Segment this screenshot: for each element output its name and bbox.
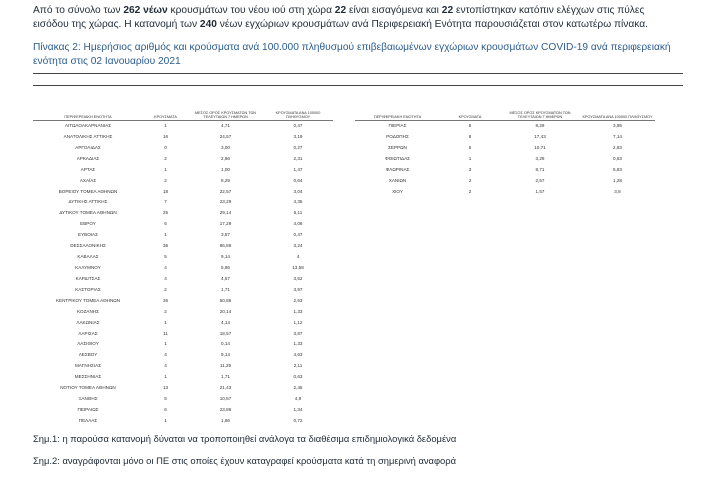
- avg7-cell: 1,71: [221, 374, 230, 380]
- header-cases: ΚΡΟΥΣΜΑΤΑ: [143, 110, 188, 121]
- region-cell: ΡΟΔΟΠΗΣ: [386, 133, 409, 139]
- region-cell: ΠΕΛΛΑΣ: [78, 417, 98, 423]
- table-row: [33, 274, 333, 285]
- table-row: [33, 405, 333, 416]
- per100k-cell: 0,63: [293, 374, 303, 380]
- cases-table-right: [355, 110, 655, 197]
- region-cell: ΦΛΩΡΙΝΑΣ: [385, 166, 410, 172]
- cases-cell: 16: [162, 133, 169, 139]
- avg7-cell: 10,57: [219, 396, 232, 402]
- per100k-cell: 2,31: [293, 155, 303, 161]
- avg7-cell: 24,57: [219, 133, 232, 139]
- table-row: [355, 154, 655, 165]
- table-row: [33, 383, 333, 394]
- header-avg7: ΜΕΣΟΣ ΟΡΟΣ ΚΡΟΥΣΜΑΤΩΝ ΤΩΝ ΤΕΛΕΥΤΑΙΩΝ 7 ΗΜΕΡΩΝ: [188, 110, 263, 121]
- intro-text: είναι εισαγόμενα και: [346, 5, 442, 16]
- table-row: [33, 143, 333, 154]
- avg7-cell: 21,43: [219, 385, 232, 391]
- avg7-cell: 3,29: [535, 155, 545, 161]
- per100k-cell: 4,63: [293, 352, 303, 358]
- avg7-cell: 86,86: [219, 243, 232, 249]
- region-cell: ΛΑΚΩΝΙΑΣ: [76, 319, 100, 325]
- region-cell: ΚΕΝΤΡΙΚΟΥ ΤΟΜΕΑ ΑΘΗΝΩΝ: [55, 297, 121, 303]
- table-row: [33, 187, 333, 198]
- per100k-cell: 2,45: [293, 385, 303, 391]
- per100k-cell: 7,14: [613, 133, 622, 139]
- cases-cell: 5: [468, 144, 472, 150]
- region-cell: ΝΟΤΙΟΥ ΤΟΜΕΑ ΑΘΗΝΩΝ: [60, 385, 116, 391]
- per100k-cell: 3,24: [293, 243, 303, 249]
- intro-text: εντοπίστηκαν κατόπιν ελέγχων στις πύλες εισόδου της χώρας. Η κατανομή των: [33, 5, 645, 30]
- border-count: 22: [441, 5, 454, 16]
- avg7-cell: 4,71: [221, 123, 230, 128]
- per100k-cell: 3,95: [613, 123, 622, 128]
- cases-cell: 4: [164, 352, 167, 358]
- region-cell: ΦΘΙΩΤΙΔΑΣ: [384, 155, 410, 161]
- avg7-cell: 8,29: [535, 123, 545, 128]
- region-cell: ΕΒΡΟΥ: [80, 221, 96, 227]
- intro-text: Από το σύνολο των: [33, 5, 124, 16]
- cases-cell: 1: [164, 232, 167, 238]
- per100k-cell: 3,52: [293, 275, 303, 281]
- table-header-row: [355, 110, 655, 121]
- table-row: [33, 339, 333, 350]
- table-row: [355, 187, 655, 198]
- cases-cell: 5: [468, 123, 472, 128]
- avg7-cell: 50,86: [219, 297, 232, 303]
- cases-cell: 36: [162, 243, 169, 249]
- region-cell: ΕΥΒΟΙΑΣ: [78, 232, 98, 238]
- table-row: [33, 208, 333, 219]
- cases-cell: 6: [164, 406, 167, 412]
- cases-table-left: [33, 110, 333, 427]
- per100k-cell: 1,33: [293, 308, 303, 314]
- imported-count: 22: [334, 5, 347, 16]
- cases-cell: 2: [468, 177, 472, 183]
- avg7-cell: 3,00: [221, 144, 230, 150]
- per100k-cell: 5,11: [293, 210, 303, 216]
- avg7-cell: 17,43: [534, 133, 546, 139]
- cases-cell: 25: [162, 210, 169, 216]
- region-cell: ΘΕΣΣΑΛΟΝΙΚΗΣ: [70, 243, 106, 249]
- per100k-cell: 1,33: [293, 341, 303, 347]
- region-cell: ΧΑΝΙΩΝ: [388, 177, 407, 183]
- header-avg7: ΜΕΣΟΣ ΟΡΟΣ ΚΡΟΥΣΜΑΤΩΝ ΤΩΝ ΤΕΛΕΥΤΑΙΩΝ 7 ΗΜΕΡΩΝ: [500, 110, 580, 121]
- avg7-cell: 5,86: [221, 264, 230, 270]
- table-caption: Πίνακας 2: Ημερήσιος αριθμός και κρούσματα ανά 100.000 πληθυσμού επιβεβαιωμένων εγχώριων κρουσμάτων COVID-19 ανά περιφερειακή ενότητα στις 02 Ιανουαρίου 2021: [33, 42, 671, 67]
- per100k-cell: 3,8: [614, 188, 621, 194]
- table-header-row: [33, 110, 333, 121]
- per100k-cell: 4,9: [294, 396, 302, 402]
- table-row: [33, 197, 333, 208]
- intro-paragraph: [33, 4, 678, 32]
- cases-cell: 1: [164, 374, 167, 380]
- cases-cell: 1: [468, 155, 472, 161]
- cases-cell: 2: [468, 188, 472, 194]
- per100k-cell: 4: [296, 254, 300, 260]
- cases-cell: 5: [164, 254, 167, 260]
- cases-cell: 26: [162, 297, 169, 303]
- avg7-cell: 8,71: [535, 166, 545, 172]
- region-cell: ΛΕΣΒΟΥ: [78, 352, 98, 358]
- region-cell: ΜΕΣΣΗΝΙΑΣ: [74, 374, 102, 380]
- per100k-cell: 3,04: [293, 188, 303, 194]
- per100k-cell: 0,47: [293, 232, 303, 238]
- table-row: [33, 394, 333, 405]
- header-cases: ΚΡΟΥΣΜΑΤΑ: [440, 110, 500, 121]
- table-row: [33, 263, 333, 274]
- avg7-cell: 9,14: [221, 352, 230, 358]
- region-cell: ΚΟΖΑΝΗΣ: [77, 308, 99, 314]
- region-cell: ΚΑΣΤΟΡΙΑΣ: [75, 286, 101, 292]
- cases-cell: 1: [164, 417, 167, 423]
- cases-cell: 7: [164, 199, 167, 205]
- avg7-cell: 11,29: [219, 363, 232, 369]
- table-row: [355, 121, 655, 132]
- table-row: [33, 154, 333, 165]
- cases-cell: 1: [164, 166, 167, 172]
- per100k-cell: 0,47: [293, 123, 303, 128]
- divider: [33, 85, 683, 86]
- new-cases-count: 262 νέων: [123, 5, 168, 16]
- region-cell: ΑΝΑΤΟΛΙΚΗΣ ΑΤΤΙΚΗΣ: [63, 133, 113, 139]
- table-row: [33, 165, 333, 176]
- table-row: [33, 285, 333, 296]
- cases-cell: 6: [164, 221, 167, 227]
- cases-cell: 8: [468, 133, 472, 139]
- region-cell: ΑΡΓΟΛΙΔΑΣ: [75, 144, 101, 150]
- cases-cell: 13: [162, 385, 169, 391]
- per100k-cell: 4,06: [293, 221, 303, 227]
- cases-cell: 1: [164, 341, 167, 347]
- region-cell: ΒΟΡΕΙΟΥ ΤΟΜΕΑ ΑΘΗΝΩΝ: [58, 188, 118, 194]
- cases-cell: 3: [468, 166, 472, 172]
- per100k-cell: 2,11: [293, 363, 303, 369]
- cases-cell: 2: [164, 286, 167, 292]
- region-cell: ΧΙΟΥ: [392, 188, 403, 194]
- cases-cell: 2: [164, 177, 167, 183]
- note-2: Σημ.2: αναγράφονται μόνο οι ΠΕ στις οποίες έχουν καταγραφεί κρούσματα κατά τη σημερινή αναφορά: [33, 455, 457, 466]
- per100k-cell: 0,64: [293, 177, 303, 183]
- table-row: [33, 252, 333, 263]
- region-cell: ΚΑΡΔΙΤΣΑΣ: [75, 275, 101, 281]
- per100k-cell: 1,47: [293, 166, 303, 172]
- per100k-cell: 13,58: [292, 264, 304, 270]
- table-row: [355, 165, 655, 176]
- avg7-cell: 1,86: [221, 417, 230, 423]
- per100k-cell: 0,72: [293, 417, 303, 423]
- cases-cell: 4: [164, 275, 167, 281]
- per100k-cell: 2,53: [293, 297, 303, 303]
- region-cell: ΔΥΤΙΚΗΣ ΑΤΤΙΚΗΣ: [68, 199, 108, 205]
- cases-cell: 4: [164, 264, 167, 270]
- header-region: ΠΕΡΙΦΕΡΕΙΑΚΗ ΕΝΟΤΗΤΑ: [33, 110, 143, 121]
- region-cell: ΣΕΡΡΩΝ: [388, 144, 407, 150]
- cases-cell: 2: [164, 155, 167, 161]
- cases-cell: 5: [164, 396, 167, 402]
- region-cell: ΑΡΤΑΣ: [80, 166, 96, 172]
- table-row: [33, 329, 333, 340]
- table-row: [33, 350, 333, 361]
- per100k-cell: 1,28: [613, 177, 622, 183]
- avg7-cell: 8,29: [221, 177, 230, 183]
- avg7-cell: 4,57: [221, 275, 230, 281]
- table-row: [33, 230, 333, 241]
- header-per100k: ΚΡΟΥΣΜΑΤΑ ΑΝΑ 100000 ΠΛΗΘΥΣΜΟΥ: [263, 110, 333, 121]
- per100k-cell: 2,83: [613, 144, 622, 150]
- per100k-cell: 1,12: [293, 319, 303, 325]
- cases-cell: 18: [162, 188, 169, 194]
- per100k-cell: 3,97: [293, 286, 303, 292]
- table-row: [33, 296, 333, 307]
- avg7-cell: 1,71: [221, 286, 230, 292]
- avg7-cell: 17,29: [219, 221, 232, 227]
- header-region: ΠΕΡΙΦΕΡΕΙΑΚΗ ΕΝΟΤΗΤΑ: [355, 110, 440, 121]
- region-cell: ΚΑΛΥΜΝΟΥ: [75, 264, 101, 270]
- avg7-cell: 2,86: [221, 155, 230, 161]
- region-cell: ΠΙΕΡΙΑΣ: [388, 123, 407, 128]
- table-row: [33, 219, 333, 230]
- table-row: [33, 318, 333, 329]
- table-row: [355, 132, 655, 143]
- table-row: [355, 176, 655, 187]
- avg7-cell: 10,71: [534, 144, 546, 150]
- table-row: [33, 416, 333, 427]
- table-row: [33, 121, 333, 132]
- region-cell: ΞΑΝΘΗΣ: [78, 396, 98, 402]
- cases-cell: 2: [164, 308, 167, 314]
- local-count: 240: [199, 19, 217, 30]
- per100k-cell: 1,34: [293, 406, 303, 412]
- avg7-cell: 23,86: [219, 406, 232, 412]
- avg7-cell: 3,57: [221, 232, 230, 238]
- cases-cell: 4: [164, 363, 167, 369]
- avg7-cell: 18,57: [219, 330, 232, 336]
- avg7-cell: 9,14: [221, 254, 230, 260]
- note-1: Σημ.1: η παρούσα κατανομή δύναται να τροποποιηθεί ανάλογα τα διαθέσιμα επιδημιολογικά δεδομένα: [33, 433, 457, 444]
- table-row: [355, 143, 655, 154]
- avg7-cell: 20,14: [219, 308, 232, 314]
- per100k-cell: 4,35: [293, 199, 303, 205]
- avg7-cell: 4,14: [221, 319, 230, 325]
- avg7-cell: 2,57: [535, 177, 545, 183]
- avg7-cell: 0,14: [221, 341, 230, 347]
- intro-text: κρουσμάτων του νέου ιού στη χώρα: [167, 5, 335, 16]
- table-row: [33, 132, 333, 143]
- region-cell: ΑΙΤΩΛΟΑΚΑΡΝΑΝΙΑΣ: [64, 123, 112, 128]
- per100k-cell: 3,87: [293, 330, 303, 336]
- table-row: [33, 307, 333, 318]
- table-row: [33, 241, 333, 252]
- per100k-cell: 3,19: [293, 133, 303, 139]
- table-row: [33, 372, 333, 383]
- region-cell: ΛΑΣΙΘΙΟΥ: [77, 341, 99, 347]
- avg7-cell: 22,57: [219, 188, 232, 194]
- region-cell: ΔΥΤΙΚΟΥ ΤΟΜΕΑ ΑΘΗΝΩΝ: [59, 210, 117, 216]
- cases-cell: 0: [164, 144, 167, 150]
- cases-cell: 1: [164, 123, 167, 128]
- region-cell: ΑΡΚΑΔΙΑΣ: [76, 155, 100, 161]
- avg7-cell: 29,14: [219, 210, 232, 216]
- region-cell: ΚΑΒΑΛΑΣ: [77, 254, 99, 260]
- header-per100k: ΚΡΟΥΣΜΑΤΑ ΑΝΑ 100000 ΠΛΗΘΥΣΜΟΥ: [580, 110, 655, 121]
- avg7-cell: 1,57: [535, 188, 545, 194]
- intro-text: νέων εγχώριων κρουσμάτων ανά Περιφερειακή Ενότητα παρουσιάζεται στον κατωτέρω πίνακα.: [216, 19, 648, 30]
- cases-cell: 1: [164, 319, 167, 325]
- region-cell: ΠΕΙΡΑΙΩΣ: [77, 406, 99, 412]
- avg7-cell: 1,00: [221, 166, 230, 172]
- divider: [33, 73, 683, 74]
- per100k-cell: 0,63: [613, 155, 622, 161]
- table-row: [33, 361, 333, 372]
- avg7-cell: 23,29: [219, 199, 232, 205]
- region-cell: ΛΑΡΙΣΑΣ: [78, 330, 98, 336]
- region-cell: ΜΑΓΝΗΣΙΑΣ: [74, 363, 102, 369]
- per100k-cell: 5,83: [613, 166, 622, 172]
- per100k-cell: 0,27: [293, 144, 303, 150]
- region-cell: ΑΧΑΪΑΣ: [79, 177, 97, 183]
- cases-cell: 11: [163, 330, 168, 336]
- table-row: [33, 176, 333, 187]
